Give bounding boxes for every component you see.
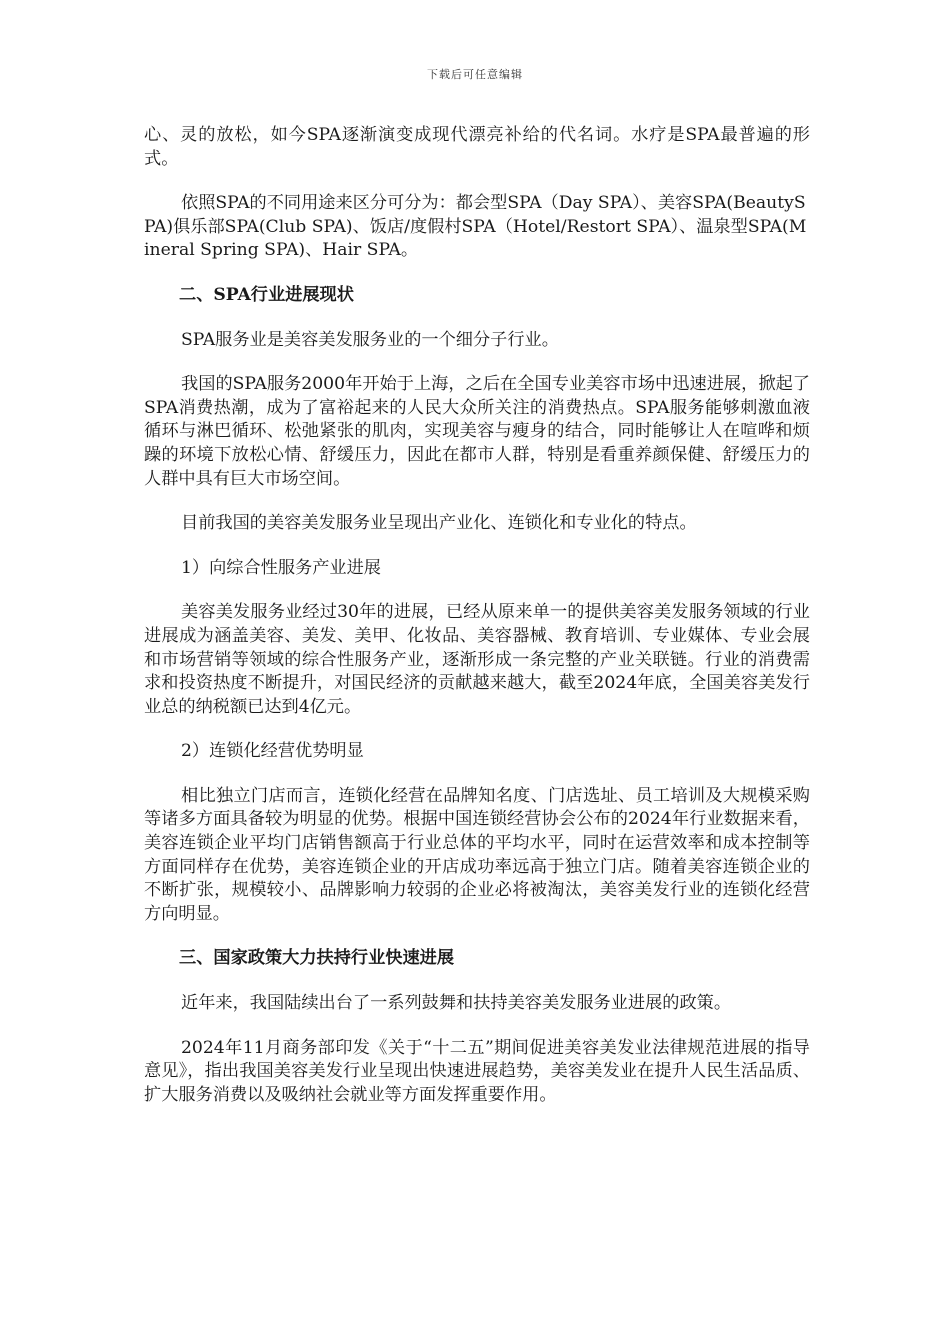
list-item-title-1: 1）向综合性服务产业进展 (181, 557, 381, 578)
paragraph-spa-history: 我国的SPA服务2000年开始于上海，之后在全国专业美容市场中迅速进展，掀起了SPA消费热潮，成为了富裕起来的人民大众所关注的消费热点。SPA服务能够刺激血液循环与淋巴循环、松弛紧张的肌肉，实现美容与瘦身的结合，同时能够让人在喧哗和烦躁的环境下放松心情、舒缓压力，因此在都市人群，特别是看重养颜保健、舒缓压力的人群中具有巨大市场空间。 (144, 374, 810, 489)
document-body (144, 124, 810, 1128)
paragraph-comprehensive-service: 美容美发服务业经过30年的进展，已经从原来单一的提供美容美发服务领域的行业进展成为涵盖美容、美发、美甲、化妆品、美容器械、教育培训、专业媒体、专业会展和市场营销等领域的综合性服务产业，逐渐形成一条完整的产业关联链。行业的消费需求和投资热度不断提升，对国民经济的贡献越来越大，截至2024年底，全国美容美发行业总的纳税额已达到4亿元。 (144, 602, 810, 717)
page-header-note: 下载后可任意编辑 (427, 68, 523, 81)
paragraph-spa-types: 依照SPA的不同用途来区分可分为：都会型SPA（Day SPA）、美容SPA(BeautySPA)俱乐部SPA(Club SPA)、饭店/度假村SPA（Hotel/Restort SPA）、温泉型SPA(Mineral Spring SPA)、Hair SPA。 (144, 193, 807, 261)
paragraph-spa-service: SPA服务业是美容美发服务业的一个细分子行业。 (181, 329, 559, 350)
paragraph-ministry-guidance: 2024年11月商务部印发《关于“十二五”期间促进美容美发业法律规范进展的指导意见》，指出我国美容美发行业呈现出快速进展趋势，美容美发业在提升人民生活品质、扩大服务消费以及吸纳社会就业等方面发挥重要作用。 (144, 1037, 810, 1105)
section-heading-policy-support: 三、国家政策大力扶持行业快速进展 (179, 948, 455, 969)
paragraph-current-features: 目前我国的美容美发服务业呈现出产业化、连锁化和专业化的特点。 (181, 513, 697, 534)
section-heading-industry-status: 二、SPA行业进展现状 (179, 284, 354, 305)
list-item-title-2: 2）连锁化经营优势明显 (181, 741, 364, 762)
paragraph-spa-intro-continued: 心、灵的放松，如今SPA逐渐演变成现代漂亮补给的代名词。水疗是SPA最普遍的形式。 (144, 125, 810, 169)
paragraph-policy-intro: 近年来，我国陆续出台了一系列鼓舞和扶持美容美发服务业进展的政策。 (181, 993, 732, 1014)
paragraph-chain-operation: 相比独立门店而言，连锁化经营在品牌知名度、门店选址、员工培训及大规模采购等诸多方面具备较为明显的优势。根据中国连锁经营协会公布的2024年行业数据来看，美容连锁企业平均门店销售额高于行业总体的平均水平，同时在运营效率和成本控制等方面同样存在优势，美容连锁企业的开店成功率远高于独立门店。随着美容连锁企业的不断扩张，规模较小、品牌影响力较弱的企业必将被淘汰，美容美发行业的连锁化经营方向明显。 (144, 785, 810, 924)
